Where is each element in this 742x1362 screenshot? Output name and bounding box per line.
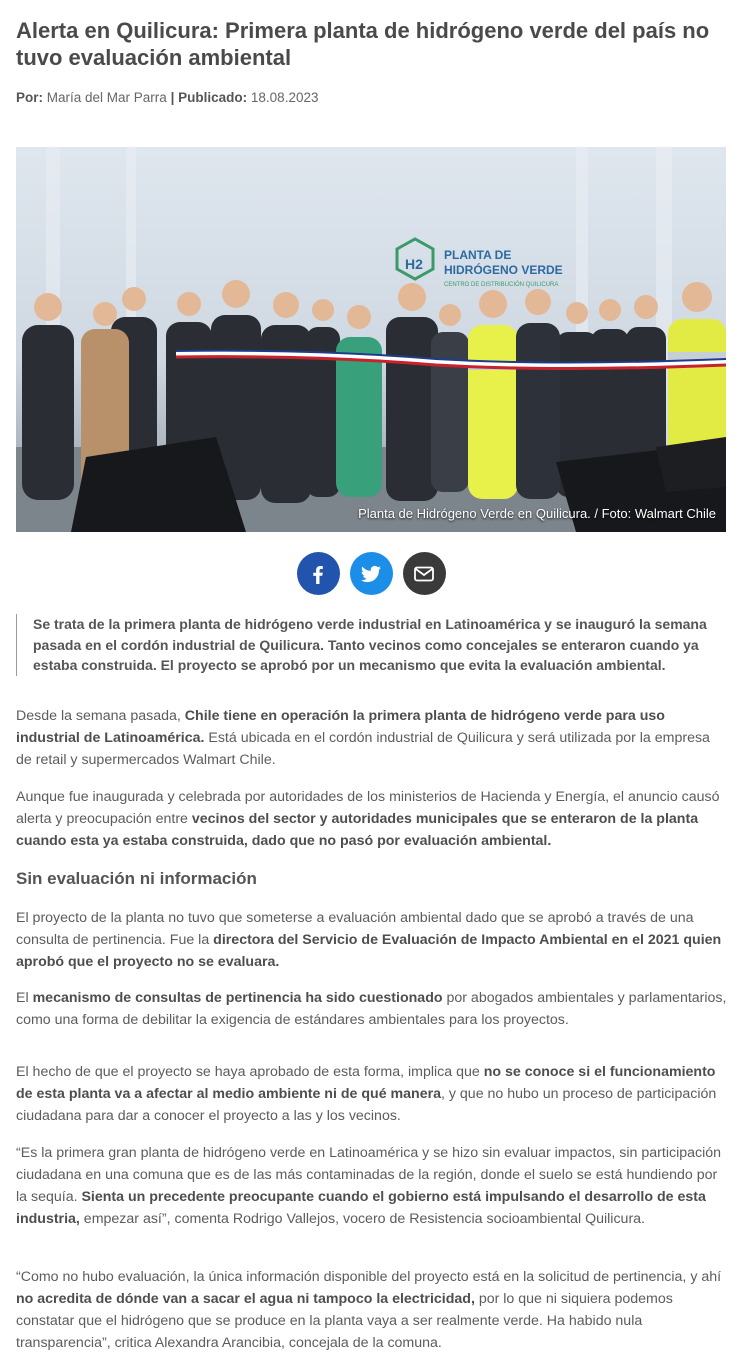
- paragraph-6: “Es la primera gran planta de hidrógeno verde en Latinoamérica y se hizo sin evaluar impactos, sin participación ciudadana en una comuna que es de las más contaminadas de la región, donde el suelo se está hundiendo por la sequía. Sienta un precedente preocupante cuando el gobierno está impulsando el desarrollo de esta industria, empezar así”, comenta Rodrigo Vallejos, vocero de Resistencia socioambiental Quilicura.: [16, 1145, 722, 1227]
- article-photo: [16, 147, 726, 532]
- paragraph-1: Desde la semana pasada, Chile tiene en operación la primera planta de hidrógeno verde para uso industrial de Latinoamérica. Está ubicada en el cordón industrial de Quilicura y será utilizada por la empresa de retail y supermercados Walmart Chile.: [16, 708, 710, 768]
- paragraph-2: Aunque fue inaugurada y celebrada por autoridades de los ministerios de Hacienda y Energía, el anuncio causó alerta y preocupación entre vecinos del sector y autoridades municipales que se enteraron de la planta cuando esta ya estaba construida, dado que no pasó por evaluación ambiental.: [16, 789, 720, 849]
- paragraph-5: El hecho de que el proyecto se haya aprobado de esta forma, implica que no se conoce si el funcionamiento de esta planta va a afectar al medio ambiente ni de qué manera, y que no hubo un proceso de participación ciudadana para dar a conocer el proyecto a las y los vecinos.: [16, 1064, 717, 1124]
- facebook-share-button[interactable]: [297, 552, 340, 595]
- author-label: Por:: [16, 90, 43, 105]
- facebook-icon: [306, 562, 330, 586]
- svg-text:PLANTA DE: PLANTA DE: [444, 248, 512, 262]
- svg-text:HIDRÓGENO VERDE: HIDRÓGENO VERDE: [444, 263, 563, 277]
- article-title: Alerta en Quilicura: Primera planta de hidrógeno verde del país no tuvo evaluación ambiental: [16, 18, 710, 70]
- byline: [16, 90, 318, 105]
- email-share-button[interactable]: [403, 552, 446, 595]
- twitter-share-button[interactable]: [350, 552, 393, 595]
- byline-separator: |: [170, 90, 175, 105]
- photo-caption: Planta de Hidrógeno Verde en Quilicura. / Foto: Walmart Chile: [358, 506, 716, 521]
- article-lead: Se trata de la primera planta de hidrógeno verde industrial en Latinoamérica y se inauguró la semana pasada en el cordón industrial de Quilicura. Tanto vecinos como concejales se enteraron cuando ya estaba construida. El proyecto se aprobó por un mecanismo que evita la evaluación ambiental.: [16, 614, 726, 676]
- paragraph-7: “Como no hubo evaluación, la única información disponible del proyecto está en la solicitud de pertinencia, y ahí no acredita de dónde van a sacar el agua ni tampoco la electricidad, por lo que ni siquiera podemos constatar que el hidrógeno que se produce en la planta vaya a ser realmente verde. Ha habido nula transparencia”, critica Alexandra Arancibia, concejala de la comuna.: [16, 1269, 722, 1351]
- email-icon: [412, 562, 436, 586]
- author-name: María del Mar Parra: [46, 90, 167, 105]
- date-label: Publicado:: [178, 90, 248, 105]
- share-bar: [0, 552, 742, 595]
- twitter-icon: [359, 562, 383, 586]
- svg-text:H2: H2: [405, 256, 423, 272]
- paragraph-3: El proyecto de la planta no tuvo que someterse a evaluación ambiental dado que se aprobó a través de una consulta de pertinencia. Fue la directora del Servicio de Evaluación de Impacto Ambiental en el 2021 quien aprobó que el proyecto no se evaluara.: [16, 910, 722, 970]
- section-heading: Sin evaluación ni información: [16, 869, 257, 888]
- svg-text:CENTRO DE DISTRIBUCIÓN QUILICU: CENTRO DE DISTRIBUCIÓN QUILICURA: [444, 282, 559, 288]
- publish-date: 18.08.2023: [250, 90, 319, 105]
- paragraph-4: El mecanismo de consultas de pertinencia ha sido cuestionado por abogados ambientales y parlamentarios, como una forma de debilitar la exigencia de estándares ambientales para los proyectos.: [16, 990, 727, 1028]
- photo-illustration: [16, 147, 726, 532]
